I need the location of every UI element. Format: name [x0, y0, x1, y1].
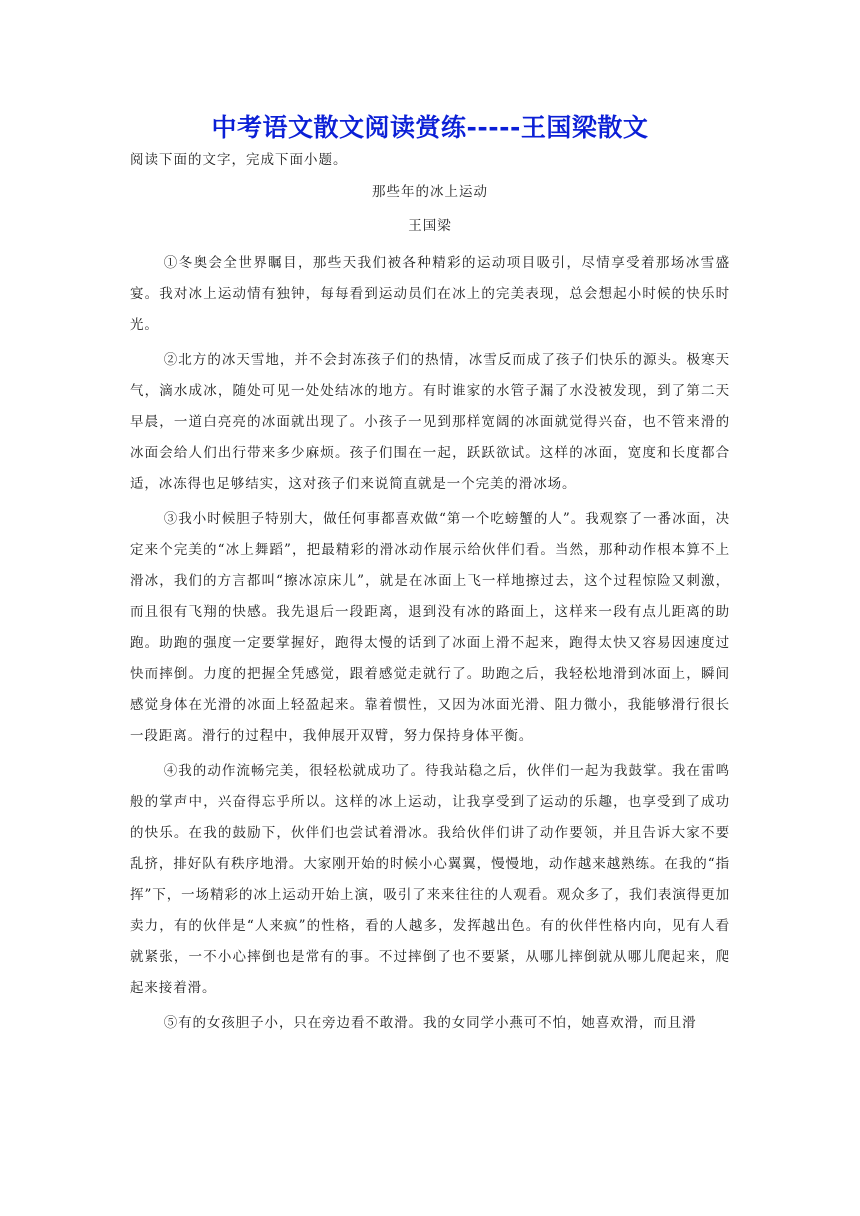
- article-title: 那些年的冰上运动: [372, 184, 488, 200]
- paragraph-4: ④我的动作流畅完美，很轻松就成功了。待我站稳之后，伙伴们一起为我鼓掌。我在雷鸣般的掌声中，兴奋得忘乎所以。这样的冰上运动，让我享受到了运动的乐趣，也享受到了成功的快乐。在我的鼓励下，伙伴们也尝试着滑冰。我给伙伴们讲了动作要领，并且告诉大家不要乱挤，排好队有秩序地滑。大家刚开始的时候小心翼翼，慢慢地，动作越来越熟练。在我的“指挥”下，一场精彩的冰上运动开始上演，吸引了来来往往的人观看。观众多了，我们表演得更加卖力，有的伙伴是“人来疯”的性格，看的人越多，发挥越出色。有的伙伴性格内向，见有人看就紧张，一不小心摔倒也是常有的事。不过摔倒了也不要紧，从哪儿摔倒就从哪儿爬起来，爬起来接着滑。: [130, 763, 730, 996]
- paragraph-5: ⑤有的女孩胆子小，只在旁边看不敢滑。我的女同学小燕可不怕，她喜欢滑，而且滑: [163, 1015, 697, 1031]
- paragraph-1: ①冬奥会全世界瞩目，那些天我们被各种精彩的运动项目吸引，尽情享受着那场冰雪盛宴。我对冰上运动情有独钟，每每看到运动员们在冰上的完美表现，总会想起小时候的快乐时光。: [130, 255, 730, 333]
- document-page: [130, 108, 730, 1043]
- paragraph-2: ②北方的冰天雪地，并不会封冻孩子们的热情，冰雪反而成了孩子们快乐的源头。极寒天气，滴水成冰，随处可见一处处结冰的地方。有时谁家的水管子漏了水没被发现，到了第二天早晨，一道白亮亮的冰面就出现了。小孩子一见到那样宽阔的冰面就觉得兴奋，也不管来滑的冰面会给人们出行带来多少麻烦。孩子们围在一起，跃跃欲试。这样的冰面，宽度和长度都合适，冰冻得也足够结实，这对孩子们来说简直就是一个完美的滑冰场。: [130, 352, 730, 492]
- article-author: 王国梁: [408, 218, 452, 234]
- document-title: 中考语文散文阅读赏练-----王国梁散文: [211, 113, 649, 142]
- instruction-text: 阅读下面的文字，完成下面小题。: [130, 152, 348, 168]
- paragraph-3: ③我小时候胆子特别大，做任何事都喜欢做“第一个吃螃蟹的人”。我观察了一番冰面，决定来个完美的“冰上舞蹈”，把最精彩的滑冰动作展示给伙伴们看。当然，那种动作根本算不上滑冰，我们的方言都叫“擦冰凉床儿”，就是在冰面上飞一样地擦过去，这个过程惊险又刺激，而且很有飞翔的快感。我先退后一段距离，退到没有冰的路面上，这样来一段有点儿距离的助跑。助跑的强度一定要掌握好，跑得太慢的话到了冰面上滑不起来，跑得太快又容易因速度过快而摔倒。力度的把握全凭感觉，跟着感觉走就行了。助跑之后，我轻松地滑到冰面上，瞬间感觉身体在光滑的冰面上轻盈起来。靠着惯性，又因为冰面光滑、阻力微小，我能够滑行很长一段距离。滑行的过程中，我伸展开双臂，努力保持身体平衡。: [130, 511, 730, 744]
